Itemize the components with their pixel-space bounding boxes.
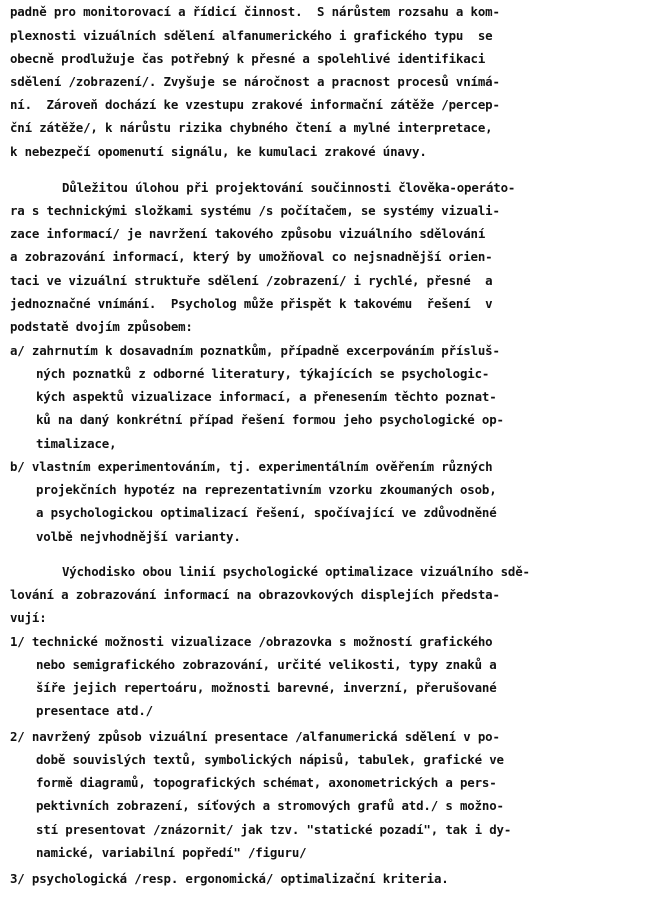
list-item-b: b/ vlastním experimentováním, tj. experimentálním ověřením různých xyxy=(10,459,493,474)
text-line: namické, variabilní popředí" /figuru/ xyxy=(36,845,307,860)
text-line: podstatě dvojím způsobem: xyxy=(10,319,193,334)
text-line: formě diagramů, topografických schémat, axonometrických a pers- xyxy=(36,775,497,790)
text-line: timalizace, xyxy=(36,436,117,451)
text-line: jednoznačné vnímání. Psycholog může přispět k takovému řešení v xyxy=(10,296,493,311)
text-line: plexnosti vizuálních sdělení alfanumerického i grafického typu se xyxy=(10,28,493,43)
list-item-1: 1/ technické možnosti vizualizace /obrazovka s možností grafického xyxy=(10,634,493,649)
text-line: Východisko obou linií psychologické optimalizace vizuálního sdě- xyxy=(62,564,530,579)
text-line: lování a zobrazování informací na obrazovkových displejích předsta- xyxy=(10,587,500,602)
text-line: a zobrazování informací, který by umožňoval co nejsnadnější orien- xyxy=(10,249,493,264)
list-item-3: 3/ psychologická /resp. ergonomická/ optimalizační kriteria. xyxy=(10,871,449,886)
text-line: době souvislých textů, symbolických nápisů, tabulek, grafické ve xyxy=(36,752,504,767)
text-line: šíře jejich repertoáru, možnosti barevné, inverzní, přerušované xyxy=(36,680,497,695)
text-line: ra s technickými složkami systému /s počítačem, se systémy vizuali- xyxy=(10,203,500,218)
text-line: ků na daný konkrétní případ řešení formou jeho psychologické op- xyxy=(36,412,504,427)
text-line: Důležitou úlohou při projektování součinnosti člověka-operáto- xyxy=(62,180,516,195)
text-line: sdělení /zobrazení/. Zvyšuje se náročnost a pracnost procesů vnímá- xyxy=(10,74,500,89)
text-line: k nebezpečí opomenutí signálu, ke kumulaci zrakové únavy. xyxy=(10,144,427,159)
text-line: projekčních hypotéz na reprezentativním vzorku zkoumaných osob, xyxy=(36,482,497,497)
text-line: a psychologickou optimalizací řešení, spočívající ve zdůvodněné xyxy=(36,505,497,520)
text-line: ných poznatků z odborné literatury, týkajících se psychologic- xyxy=(36,366,490,381)
text-line: presentace atd./ xyxy=(36,703,153,718)
text-line: padně pro monitorovací a řídicí činnost. S nárůstem rozsahu a kom- xyxy=(10,4,500,19)
text-line: stí presentovat /znázornit/ jak tzv. "statické pozadí", tak i dy- xyxy=(36,822,512,837)
text-line: ní. Zároveň dochází ke vzestupu zrakové informační zátěže /percep- xyxy=(10,97,500,112)
text-line: obecně prodlužuje čas potřebný k přesné a spolehlivé identifikaci xyxy=(10,51,486,66)
text-line: ční zátěže/, k nárůstu rizika chybného čtení a mylné interpretace, xyxy=(10,120,493,135)
text-line: zace informací/ je navržení takového způsobu vizuálního sdělování xyxy=(10,226,486,241)
text-line: volbě nejvhodnější varianty. xyxy=(36,529,241,544)
text-line: taci ve vizuální struktuře sdělení /zobrazení/ i rychlé, přesné a xyxy=(10,273,493,288)
text-line: vují: xyxy=(10,610,47,625)
text-line: kých aspektů vizualizace informací, a přenesením těchto poznat- xyxy=(36,389,497,404)
text-line: nebo semigrafického zobrazování, určité velikosti, typy znaků a xyxy=(36,657,497,672)
list-item-2: 2/ navržený způsob vizuální presentace /alfanumerická sdělení v po- xyxy=(10,729,500,744)
text-line: pektivních zobrazení, síťových a stromových grafů atd./ s možno- xyxy=(36,798,504,813)
list-item-a: a/ zahrnutím k dosavadním poznatkům, případně excerpováním přísluš- xyxy=(10,343,500,358)
